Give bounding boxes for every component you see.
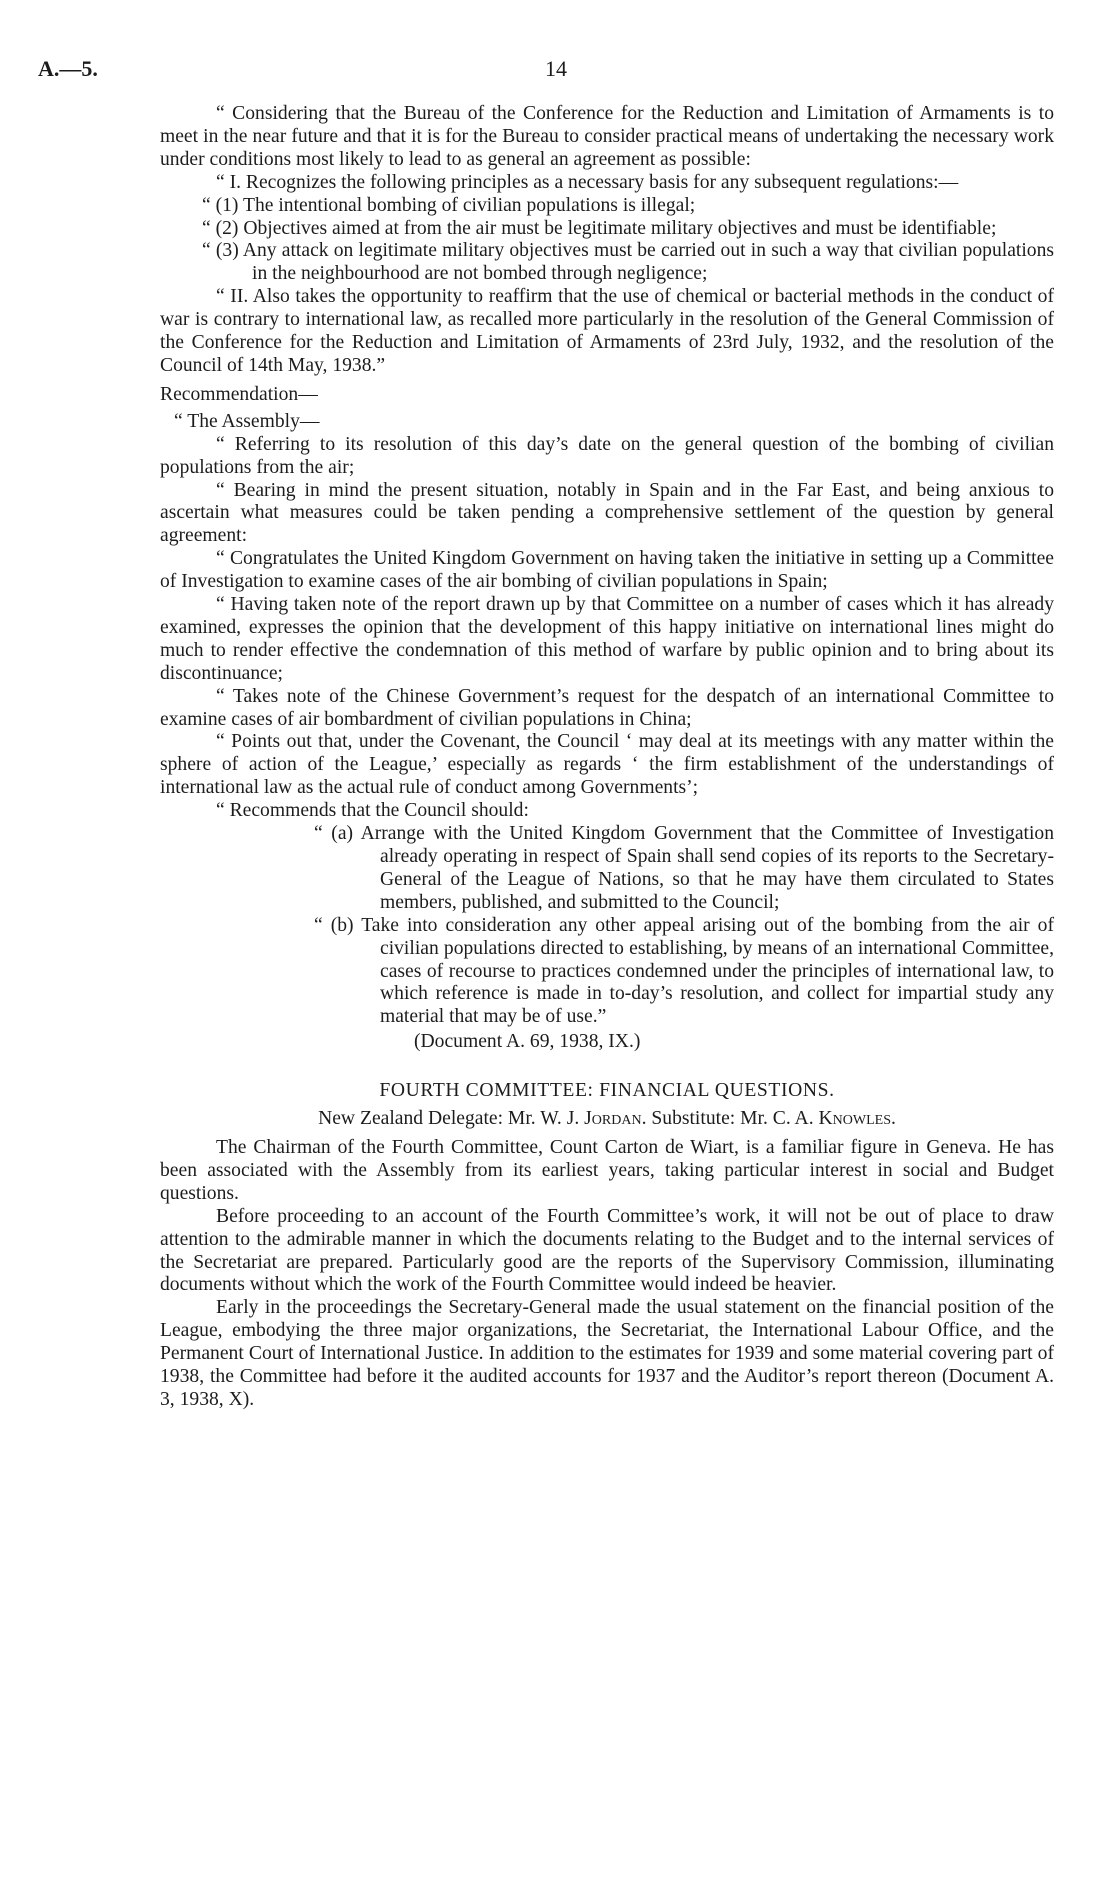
paragraph-takes-note: “ Takes note of the Chinese Government’s request for the despatch of an international Committee to examine cases of air bombardment of civilian populations in China; [160, 685, 1054, 730]
paragraph-assembly: “ The Assembly— [174, 410, 320, 432]
body-text [160, 103, 1054, 1412]
recommendation-item-a: “ (a) Arrange with the United Kingdom Government that the Committee of Investigation already operating in respect of Spain shall send copies of its reports to the Secretary-General of the League of Nations, so that he may have them circulated to States members, published, and submitted to the Council; [314, 823, 1054, 913]
recommendation-label: Recommendation— [160, 383, 318, 405]
paragraph-points-out: “ Points out that, under the Covenant, the Council ‘ may deal at its meetings with any matter within the sphere of action of the League,’ especially as regards ‘ the firm establishment of the understandings of international law as the actual rule of conduct among Governments’; [160, 731, 1054, 799]
section-heading: FOURTH COMMITTEE: FINANCIAL QUESTIONS. [379, 1080, 835, 1102]
substitute-suffix: . [891, 1108, 896, 1130]
recommendation-item-b: “ (b) Take into consideration any other appeal arising out of the bombing from the air of civilian populations directed to establishing, by means of an international Committee, cases of recourse to practices condemned under the principles of international law, to which reference is made in to-day’s resolution, and collect for impartial study any material that may be of use.” [314, 914, 1054, 1028]
paragraph-before-proceeding: Before proceeding to an account of the Fourth Committee’s work, it will not be out of place to draw attention to the admirable manner in which the documents relating to the Budget and to the internal services of the Secretariat are prepared. Particularly good are the reports of the Supervisory Commission, illuminating documents without which the work of the Fourth Committee would indeed be heavier. [160, 1205, 1054, 1296]
principle-item-3: “ (3) Any attack on legitimate military objectives must be carried out in such a way that civilian populations in the neighbourhood are not bombed through negligence; [202, 240, 1054, 285]
paragraph-considering: “ Considering that the Bureau of the Conference for the Reduction and Limitation of Armaments is to meet in the near future and that it is for the Bureau to consider practical means of undertaking the necessary work under conditions most likely to lead to as general an agreement as possible: [160, 103, 1054, 170]
paragraph-recommends: “ Recommends that the Council should: [216, 800, 529, 822]
principle-item-2: “ (2) Objectives aimed at from the air must be legitimate military objectives and must be identifiable; [202, 217, 997, 239]
delegate-prefix: New Zealand Delegate: Mr. W. J. [318, 1108, 580, 1130]
paragraph-having-taken-note: “ Having taken note of the report drawn up by that Committee on a number of cases which it has already examined, expresses the opinion that the development of this happy initiative on international lines might do much to render effective the condemnation of this method of warfare by public opinion and to bring about its discontinuance; [160, 594, 1054, 684]
principle-item-1: “ (1) The intentional bombing of civilian populations is illegal; [202, 194, 696, 216]
paragraph-chairman: The Chairman of the Fourth Committee, Count Carton de Wiart, is a familiar figure in Geneva. He has been associated with the Assembly from its earliest years, taking particular interest in social and Budget questions. [160, 1136, 1054, 1204]
document-citation: (Document A. 69, 1938, IX.) [414, 1031, 641, 1053]
page-number: 14 [545, 56, 567, 81]
paragraph-reaffirm: “ II. Also takes the opportunity to reaffirm that the use of chemical or bacterial methods in the conduct of war is contrary to international law, as recalled more particularly in the resolution of the General Commission of the Conference for the Reduction and Limitation of Armaments of 23rd July, 1932, and the resolution of the Council of 14th May, 1938.” [160, 286, 1054, 376]
paragraph-bearing: “ Bearing in mind the present situation, notably in Spain and in the Far East, and being anxious to ascertain what measures could be taken pending a comprehensive settlement of the question by general agreement: [160, 479, 1054, 547]
document-reference: A.—5. [38, 56, 98, 81]
delegate-name: Jordan [584, 1108, 642, 1130]
delegate-line [160, 1108, 1054, 1131]
substitute-name: Knowles [818, 1108, 891, 1130]
paragraph-referring: “ Referring to its resolution of this day’s date on the general question of the bombing of civilian populations from the air; [160, 433, 1054, 478]
paragraph-congratulates: “ Congratulates the United Kingdom Government on having taken the initiative in setting up a Committee of Investigation to examine cases of the air bombing of civilian populations in Spain; [160, 548, 1054, 593]
paragraph-early-proceedings: Early in the proceedings the Secretary-General made the usual statement on the financial position of the League, embodying the three major organizations, the Secretariat, the International Labour Office, and the Permanent Court of International Justice. In addition to the estimates for 1939 and some material covering part of 1938, the Committee had before it the audited accounts for 1937 and the Auditor’s report thereon (Document A. 3, 1938, X). [160, 1297, 1054, 1410]
paragraph-recognizes: “ I. Recognizes the following principles as a necessary basis for any subsequent regulations:— [216, 171, 959, 193]
substitute-prefix: . Substitute: Mr. C. A. [641, 1108, 814, 1130]
page-header [0, 56, 1114, 86]
